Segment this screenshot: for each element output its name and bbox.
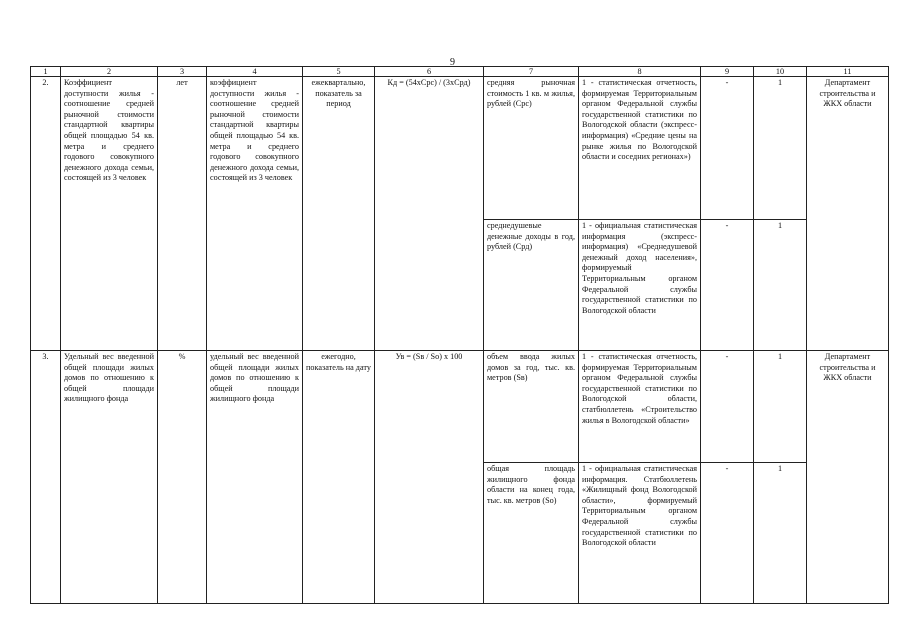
source-cell: 1 - официальная статистическая информация (экспресс-информация) «Среднедушевой денежный доход населения», формируемый Территориальным органом Федеральной службы государственной статистики по Вологодской области	[579, 220, 701, 351]
col10-cell: 1	[754, 351, 807, 463]
column-header: 6	[375, 67, 484, 77]
column-number-row	[31, 67, 889, 77]
column-header: 10	[754, 67, 807, 77]
col9-cell: -	[701, 351, 754, 463]
indicator-name: Удельный вес введенной общей площади жилых домов по отношению к общей площади жилищного фонда	[61, 351, 158, 604]
column-header: 11	[807, 67, 889, 77]
formula-cell: Ув = (Sв / Sо) х 100	[375, 351, 484, 604]
column-header: 7	[484, 67, 579, 77]
col9-cell: -	[701, 220, 754, 351]
responsible-cell: Департамент строительства и ЖКХ области	[807, 351, 889, 604]
responsible-cell: Департамент строительства и ЖКХ области	[807, 77, 889, 351]
col10-cell: 1	[754, 463, 807, 604]
col10-cell: 1	[754, 220, 807, 351]
source-cell: 1 - статистическая отчетность, формируемая Территориальным органом Федеральной службы государственной статистики по Вологодской области (экспресс-информация) «Средние цены на рынке жилья по Вологодской области и соседних регионах»)	[579, 77, 701, 220]
unit-cell: лет	[158, 77, 207, 351]
source-cell: 1 - статистическая отчетность, формируемая Территориальным органом Федеральной службы государственной статистики по Вологодской области, статбюллетень «Строительство жилья в Вологодской области»	[579, 351, 701, 463]
formula-cell: Кд = (54хСрс) / (3хСрд)	[375, 77, 484, 351]
column-header: 5	[303, 67, 375, 77]
col9-cell: -	[701, 77, 754, 220]
indicators-table	[30, 66, 889, 604]
period-cell: ежеквартально, показатель за период	[303, 77, 375, 351]
col9-cell: -	[701, 463, 754, 604]
indicator-name: Коэффициент доступности жилья - соотношение средней рыночной стоимости стандартной квартиры общей площадью 54 кв. метра и среднего годового совокупного денежного дохода семьи, состоящей из 3 человек	[61, 77, 158, 351]
row-number: 3.	[31, 351, 61, 604]
table-row	[31, 77, 889, 220]
parameter-cell: общая площадь жилищного фонда области на конец года, тыс. кв. метров (Sо)	[484, 463, 579, 604]
table-row	[31, 351, 889, 463]
parameter-cell: средняя рыночная стоимость 1 кв. м жилья, рублей (Срс)	[484, 77, 579, 220]
column-header: 1	[31, 67, 61, 77]
page-number: 9	[450, 57, 455, 68]
unit-cell: %	[158, 351, 207, 604]
column-header: 2	[61, 67, 158, 77]
col10-cell: 1	[754, 77, 807, 220]
row-number: 2.	[31, 77, 61, 351]
parameter-cell: среднедушевые денежные доходы в год, рублей (Срд)	[484, 220, 579, 351]
parameter-cell: объем ввода жилых домов за год, тыс. кв. метров (Sв)	[484, 351, 579, 463]
column-header: 9	[701, 67, 754, 77]
definition-cell: удельный вес введенной общей площади жилых домов по отношению к общей площади жилищного фонда	[207, 351, 303, 604]
column-header: 4	[207, 67, 303, 77]
definition-cell: коэффициент доступности жилья - соотношение средней рыночной стоимости стандартной квартиры общей площадью 54 кв. метра и среднего годового совокупного денежного дохода семьи, состоящей из 3 человек	[207, 77, 303, 351]
column-header: 8	[579, 67, 701, 77]
period-cell: ежегодно, показатель на дату	[303, 351, 375, 604]
column-header: 3	[158, 67, 207, 77]
source-cell: 1 - официальная статистическая информация. Статбюллетень «Жилищный фонд Вологодской области», формируемый Территориальным органом Федеральной службы государственной статистики по Вологодской области	[579, 463, 701, 604]
